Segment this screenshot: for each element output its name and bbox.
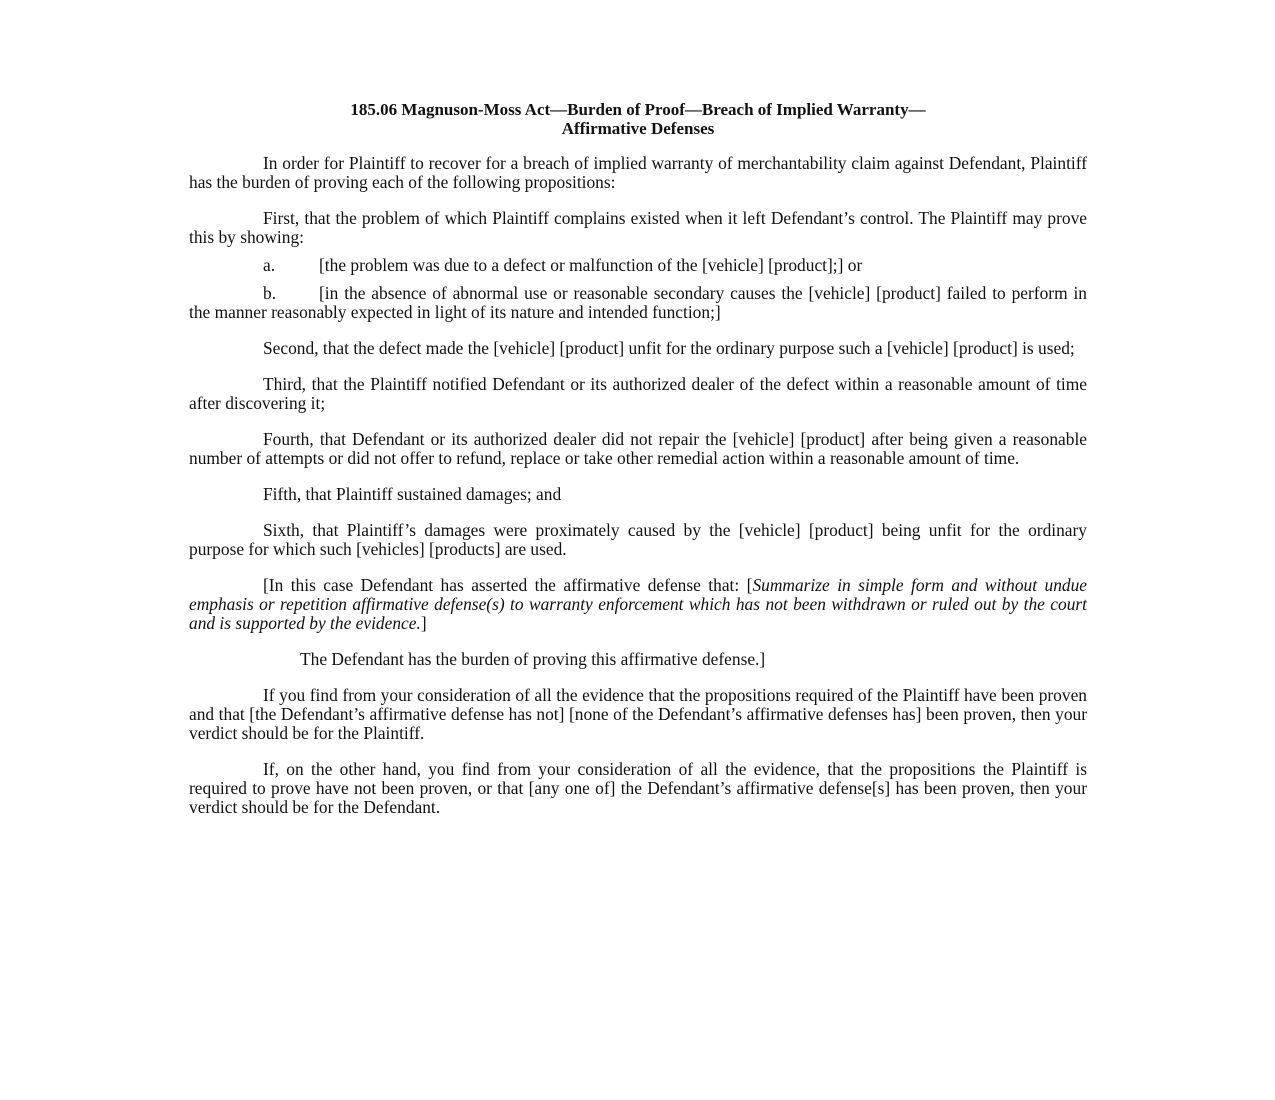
affirmative-prefix: [In this case Defendant has asserted the affirmative defense that: [	[263, 575, 753, 595]
item-a-text: [the problem was due to a defect or malfunction of the [vehicle] [product];] or	[319, 255, 863, 275]
title-line-2: Affirmative Defenses	[561, 119, 715, 138]
affirmative-instruction: Summarize in simple form and without undue emphasis or repetition affirmative defense(s) to warranty enforcement which has not been withdrawn or ruled out by the court and is supported by the evidence.	[189, 575, 1088, 633]
item-a-marker: a.	[263, 255, 276, 275]
document-title	[189, 100, 1087, 138]
item-b	[189, 284, 1087, 322]
burden-line: The Defendant has the burden of proving this affirmative defense.]	[300, 649, 766, 669]
affirmative-suffix: ]	[420, 613, 427, 633]
affirmative-defense-paragraph	[189, 576, 1087, 633]
proposition-first: First, that the problem of which Plaintiff complains existed when it left Defendant’s control. The Plaintiff may prove this by showing:	[189, 208, 1087, 247]
item-b-marker: b.	[263, 283, 277, 303]
proposition-second: Second, that the defect made the [vehicle] [product] unfit for the ordinary purpose such a [vehicle] [product] is used;	[263, 338, 1075, 358]
title-line-1: 185.06 Magnuson-Moss Act—Burden of Proof—Breach of Implied Warranty—	[350, 100, 926, 119]
proposition-fifth: Fifth, that Plaintiff sustained damages; and	[263, 484, 562, 504]
proposition-third: Third, that the Plaintiff notified Defendant or its authorized dealer of the defect within a reasonable amount of time after discovering it;	[189, 374, 1087, 413]
item-a	[189, 256, 1087, 275]
item-b-text: [in the absence of abnormal use or reasonable secondary causes the [vehicle] [product] failed to perform in the manner reasonably expected in light of its nature and intended function;]	[189, 283, 1087, 322]
verdict-defendant-paragraph: If, on the other hand, you find from your consideration of all the evidence, that the propositions the Plaintiff is required to prove have not been proven, or that [any one of] the Defendant’s affirmative defense[s] has been proven, then your verdict should be for the Defendant.	[189, 759, 1087, 817]
intro-paragraph: In order for Plaintiff to recover for a breach of implied warranty of merchantability claim against Defendant, Plaintiff has the burden of proving each of the following propositions:	[189, 153, 1087, 192]
proposition-sixth: Sixth, that Plaintiff’s damages were proximately caused by the [vehicle] [product] being unfit for the ordinary purpose for which such [vehicles] [products] are used.	[189, 520, 1087, 559]
proposition-fourth: Fourth, that Defendant or its authorized dealer did not repair the [vehicle] [product] after being given a reasonable number of attempts or did not offer to refund, replace or take other remedial action within a reasonable amount of time.	[189, 429, 1087, 468]
document-page	[189, 100, 1087, 817]
verdict-plaintiff-paragraph: If you find from your consideration of all the evidence that the propositions required of the Plaintiff have been proven and that [the Defendant’s affirmative defense has not] [none of the Defendant’s affirmative defenses has] been proven, then your verdict should be for the Plaintiff.	[189, 685, 1087, 743]
